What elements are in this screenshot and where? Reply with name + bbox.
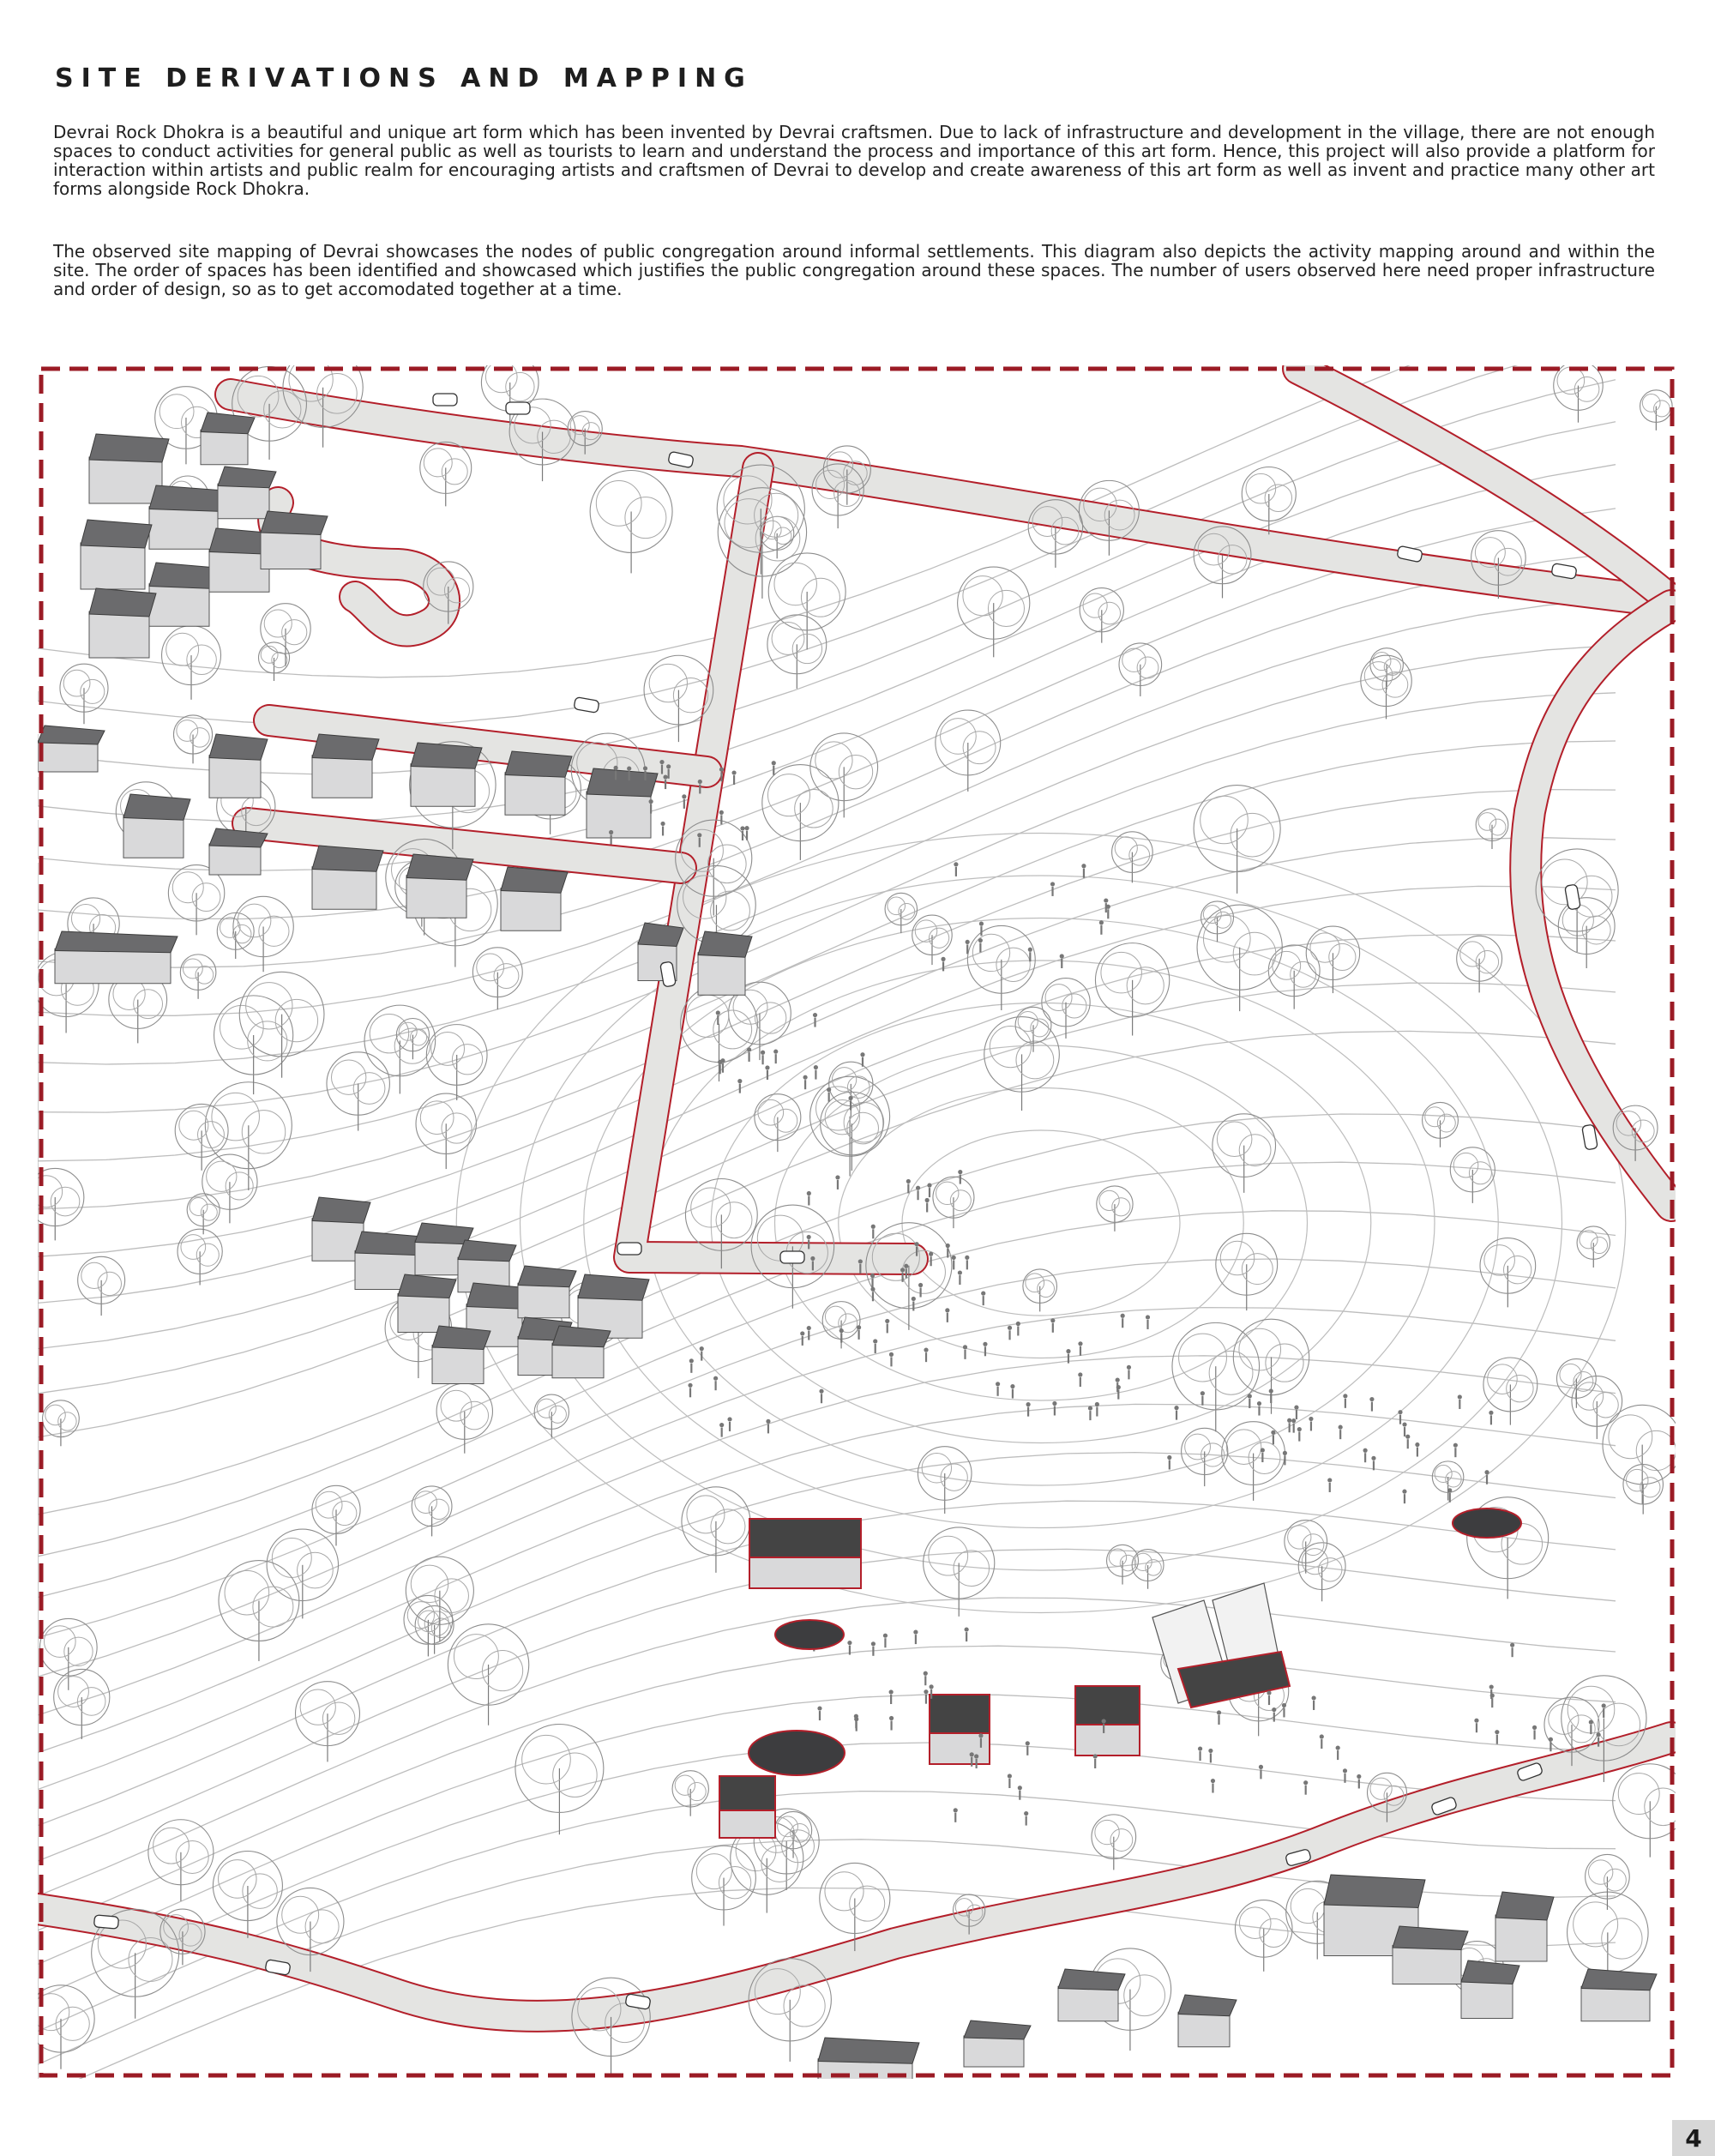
tree-icon: [168, 865, 224, 936]
person-icon: [1458, 1394, 1462, 1409]
person-icon: [918, 1283, 923, 1298]
person-icon: [839, 1328, 844, 1343]
person-icon: [1008, 1774, 1012, 1788]
person-icon: [1490, 1694, 1495, 1708]
tree-icon: [187, 1194, 220, 1234]
person-icon: [1343, 1394, 1347, 1408]
person-icon: [958, 1170, 962, 1184]
person-icon: [1291, 1418, 1296, 1433]
page-title: SITE DERIVATIONS AND MAPPING: [55, 63, 753, 93]
building-icon: [261, 511, 328, 569]
tree-icon: [1432, 1461, 1464, 1501]
person-icon: [1026, 1402, 1031, 1417]
tree-icon: [967, 925, 1035, 1010]
car-icon: [93, 1915, 118, 1929]
person-icon: [1146, 1315, 1150, 1329]
tree-icon: [426, 1025, 487, 1100]
tree-icon: [180, 955, 216, 999]
person-icon: [965, 1627, 969, 1641]
building-icon: [209, 828, 268, 875]
person-icon: [1167, 1455, 1171, 1470]
tree-icon: [1623, 1465, 1663, 1515]
tree-icon: [1242, 467, 1296, 535]
person-icon: [963, 1345, 967, 1359]
person-icon: [1024, 1811, 1028, 1826]
person-icon: [873, 1339, 877, 1353]
node-icon: [1453, 1509, 1521, 1538]
person-icon: [744, 826, 749, 840]
tree-icon: [233, 896, 293, 972]
person-icon: [889, 1689, 894, 1704]
tree-icon: [1423, 1102, 1459, 1147]
person-icon: [889, 1352, 894, 1367]
person-icon: [1309, 1417, 1313, 1431]
building-icon: [312, 846, 383, 909]
tree-icon: [1450, 1147, 1495, 1203]
tree-icon: [774, 1811, 811, 1858]
building-icon: [698, 931, 752, 995]
building-icon: [432, 1326, 490, 1384]
person-icon: [761, 1051, 765, 1065]
proposed-building: [1075, 1686, 1140, 1756]
building-icon: [55, 931, 178, 984]
tree-icon: [162, 626, 221, 700]
person-icon: [740, 826, 744, 840]
person-icon: [1121, 1314, 1125, 1328]
tree-icon: [261, 604, 310, 666]
building-icon: [123, 794, 190, 858]
building-icon: [1178, 1995, 1237, 2047]
building-icon: [38, 726, 105, 772]
person-icon: [1116, 1377, 1120, 1392]
person-icon: [1099, 920, 1104, 935]
car-icon: [617, 1243, 641, 1255]
person-icon: [807, 1191, 811, 1206]
person-icon: [1088, 1406, 1092, 1420]
tree-icon: [534, 1394, 569, 1437]
person-icon: [1398, 1410, 1402, 1424]
tree-icon: [448, 1624, 528, 1725]
person-icon: [817, 1706, 821, 1720]
person-icon: [1532, 1725, 1537, 1740]
person-icon: [766, 1419, 770, 1434]
tree-icon: [214, 996, 293, 1094]
tree-icon: [1572, 1376, 1622, 1439]
tree-icon: [810, 733, 878, 817]
person-icon: [924, 1348, 928, 1363]
tree-icon: [1119, 643, 1162, 696]
person-icon: [958, 1270, 962, 1285]
person-icon: [1320, 1734, 1324, 1749]
person-icon: [1336, 1745, 1340, 1760]
mapping-paragraph: The observed site mapping of Devrai showcases the nodes of public congregation around informal settlements. This diagram also depicts the activity mapping around and within the site. The order of spaces has been identified and showcased which justifies the public congregation around these spaces. The number of users observed here need proper infrastructure and order of design, so as to get accomodated together at a time.: [53, 241, 1655, 299]
tree-icon: [810, 1076, 890, 1176]
person-icon: [966, 940, 970, 955]
contour-ring: [647, 961, 1435, 1485]
person-icon: [772, 761, 776, 775]
person-icon: [871, 1225, 876, 1239]
person-icon: [1297, 1427, 1302, 1442]
building-icon: [89, 588, 156, 658]
tree-icon: [1095, 943, 1169, 1036]
building-icon: [209, 734, 268, 798]
person-icon: [1217, 1710, 1221, 1725]
contour-line: [38, 741, 1616, 1161]
person-icon: [1093, 1754, 1098, 1768]
building-icon: [406, 854, 473, 918]
building-icon: [1058, 1969, 1125, 2021]
person-icon: [1294, 1405, 1298, 1419]
person-icon: [1127, 1365, 1131, 1380]
person-icon: [807, 1326, 811, 1340]
road-network: [38, 369, 1671, 2016]
building-icon: [501, 867, 568, 930]
proposed-building: [719, 1776, 775, 1838]
person-icon: [737, 1079, 742, 1093]
person-icon: [1369, 1397, 1374, 1412]
tree-icon: [682, 1487, 750, 1573]
proposed-building: [930, 1695, 990, 1764]
person-icon: [1495, 1730, 1499, 1744]
person-icon: [1402, 1422, 1406, 1436]
person-icon: [719, 810, 724, 825]
person-icon: [1200, 1391, 1205, 1406]
person-icon: [1474, 1719, 1478, 1733]
contour-line: [38, 1162, 1616, 1557]
person-icon: [1282, 1703, 1286, 1718]
person-icon: [1371, 1456, 1375, 1471]
building-icon: [398, 1274, 456, 1333]
person-icon: [1095, 1402, 1099, 1417]
tree-icon: [404, 1595, 453, 1656]
building-icon: [1461, 1960, 1519, 2019]
building-icon: [818, 2038, 919, 2079]
person-icon: [1081, 864, 1086, 878]
person-icon: [688, 1383, 692, 1398]
tree-icon: [481, 365, 539, 425]
tree-icon: [1640, 390, 1673, 431]
person-icon: [1589, 1720, 1593, 1735]
person-icon: [929, 1252, 933, 1267]
person-icon: [1174, 1406, 1178, 1420]
contour-ring: [902, 1130, 1180, 1316]
person-icon: [660, 822, 665, 836]
person-icon: [1028, 948, 1032, 962]
person-icon: [854, 1717, 858, 1731]
building-icon: [411, 743, 482, 806]
person-icon: [913, 1630, 918, 1645]
intro-paragraph: Devrai Rock Dhokra is a beautiful and unique art form which has been invented by Devrai craftsmen. Due to lack of infrastructure and development in the village, there are not enough spaces to conduct activities for general public as well as tourists to learn and understand the process and importance of this art form. Hence, this project will also provide a platform for interaction within artists and public realm for encouraging artists and craftsmen of Devrai to develop and create awareness of this art form as well as invent and practice many other art forms alongside Rock Dhokra.: [53, 122, 1655, 199]
person-icon: [773, 1050, 778, 1064]
person-icon: [916, 1186, 920, 1201]
site-map: [38, 365, 1676, 2079]
person-icon: [716, 1010, 720, 1025]
person-icon: [1271, 1430, 1275, 1445]
person-icon: [1261, 1448, 1265, 1462]
person-icon: [1303, 1780, 1308, 1795]
tree-icon: [515, 1725, 604, 1835]
page-number: 4: [1672, 2120, 1715, 2156]
tree-icon: [767, 615, 827, 689]
tree-icon: [762, 765, 839, 860]
tree-icon: [78, 1256, 125, 1316]
car-icon: [780, 1251, 804, 1263]
person-icon: [1453, 1443, 1458, 1458]
person-icon: [1357, 1774, 1361, 1789]
person-icon: [1312, 1695, 1316, 1710]
person-icon: [1078, 1372, 1082, 1387]
person-icon: [857, 1325, 861, 1340]
person-icon: [1208, 1749, 1213, 1763]
tree-icon: [692, 1846, 756, 1925]
person-icon: [827, 1087, 831, 1102]
person-icon: [927, 1183, 931, 1198]
person-icon: [1008, 1326, 1012, 1340]
person-icon: [1248, 1394, 1252, 1408]
tree-icon: [54, 1669, 110, 1738]
node-icon: [749, 1731, 845, 1775]
person-icon: [870, 1287, 875, 1302]
building-icon: [1393, 1926, 1468, 1984]
tree-icon: [958, 567, 1030, 657]
tree-icon: [821, 1092, 883, 1171]
person-icon: [965, 1256, 969, 1270]
contour-ring: [839, 1088, 1244, 1358]
proposed-building: [749, 1519, 861, 1588]
person-icon: [983, 1342, 987, 1357]
person-icon: [1269, 1388, 1273, 1403]
building-icon: [1581, 1969, 1657, 2021]
tree-icon: [1172, 1322, 1260, 1431]
contour-line: [38, 886, 1616, 1303]
tree-icon: [175, 1104, 228, 1170]
tree-icon: [173, 715, 212, 763]
tree-icon: [258, 642, 289, 681]
car-icon: [506, 402, 530, 414]
tree-icon: [420, 442, 472, 506]
person-icon: [747, 1047, 751, 1062]
tree-icon: [1558, 898, 1615, 968]
tree-icon: [768, 553, 845, 649]
person-icon: [1405, 1435, 1410, 1449]
tree-icon: [396, 1019, 429, 1060]
tree-icon: [312, 1485, 360, 1545]
person-icon: [1010, 1384, 1014, 1399]
tree-icon: [412, 1486, 452, 1536]
person-icon: [803, 1075, 807, 1090]
person-icon: [924, 1689, 928, 1704]
tree-icon: [178, 1229, 222, 1285]
person-icon: [1602, 1703, 1606, 1718]
tree-icon: [1370, 648, 1404, 690]
tree-icon: [436, 1383, 492, 1454]
person-icon: [924, 1671, 928, 1686]
tree-icon: [148, 1820, 214, 1901]
building-icon: [518, 1266, 576, 1318]
person-icon: [1259, 1765, 1263, 1780]
building-icon: [149, 563, 216, 626]
person-icon: [1339, 1425, 1343, 1440]
tree-icon: [590, 471, 672, 574]
tree-icon: [327, 1052, 389, 1131]
tree-icon: [1235, 1900, 1292, 1972]
person-icon: [1257, 1401, 1261, 1416]
person-icon: [1050, 1318, 1055, 1333]
tree-icon: [38, 1168, 84, 1240]
person-icon: [1402, 1490, 1406, 1504]
tree-icon: [755, 1094, 801, 1152]
person-icon: [731, 770, 736, 785]
person-icon: [1016, 1322, 1020, 1336]
tree-icon: [1557, 1359, 1597, 1408]
person-icon: [1211, 1779, 1215, 1793]
building-icon: [312, 734, 379, 798]
building-icon: [201, 413, 255, 465]
tree-icon: [472, 948, 522, 1009]
contour-ring: [775, 1045, 1308, 1400]
person-icon: [727, 1417, 731, 1431]
person-icon: [871, 1641, 876, 1656]
tree-icon: [1213, 1114, 1276, 1193]
contour-line: [38, 693, 1616, 1112]
person-icon: [945, 1308, 949, 1322]
building-icon: [505, 751, 572, 815]
car-icon: [574, 697, 599, 714]
person-icon: [1267, 1690, 1271, 1705]
person-icon: [1026, 1741, 1030, 1756]
person-icon: [1078, 1341, 1082, 1356]
pavilion: [1152, 1583, 1290, 1707]
tree-icon: [239, 972, 324, 1077]
person-icon: [1363, 1448, 1368, 1463]
car-icon: [433, 394, 457, 406]
tree-icon: [1613, 1764, 1676, 1858]
tree-icon: [1361, 655, 1411, 719]
contour-line: [38, 1031, 1616, 1437]
tree-icon: [1132, 1550, 1164, 1589]
tree-icon: [43, 1400, 80, 1446]
person-icon: [813, 1013, 817, 1027]
tree-icon: [1306, 926, 1359, 993]
person-icon: [954, 862, 958, 876]
person-icon: [1415, 1442, 1419, 1457]
person-icon: [885, 1319, 889, 1334]
person-icon: [835, 1175, 839, 1189]
node-icon: [775, 1620, 844, 1649]
person-icon: [689, 1358, 694, 1373]
person-icon: [981, 1292, 985, 1306]
tree-icon: [672, 1771, 708, 1816]
building-icon: [638, 923, 683, 981]
tree-icon: [1554, 365, 1603, 423]
person-icon: [1198, 1746, 1202, 1761]
tree-icon: [681, 985, 758, 1081]
person-icon: [819, 1389, 823, 1404]
tree-icon: [1586, 1854, 1630, 1909]
building-icon: [1495, 1892, 1554, 1961]
person-icon: [996, 1382, 1000, 1396]
building-icon: [587, 768, 658, 838]
person-icon: [925, 1198, 930, 1213]
tree-icon: [1182, 1428, 1228, 1486]
building-icon: [552, 1326, 611, 1378]
person-icon: [1327, 1478, 1332, 1492]
person-icon: [978, 938, 983, 953]
tree-icon: [1092, 1815, 1136, 1870]
person-icon: [713, 1376, 718, 1391]
tree-icon: [1197, 905, 1282, 1011]
person-icon: [954, 1808, 958, 1822]
tree-icon: [267, 1529, 338, 1618]
tree-icon: [60, 664, 108, 724]
contour-line: [38, 838, 1616, 1256]
tree-icon: [1476, 809, 1508, 849]
tree-icon: [912, 915, 952, 965]
person-icon: [814, 1065, 818, 1080]
person-icon: [719, 1423, 724, 1437]
person-icon: [1510, 1643, 1514, 1658]
building-icon: [964, 2020, 1031, 2067]
person-icon: [883, 1634, 888, 1648]
tree-icon: [924, 1527, 995, 1617]
tree-icon: [1216, 1233, 1278, 1310]
person-icon: [1018, 1786, 1022, 1800]
person-icon: [889, 1716, 894, 1731]
contour-line: [38, 790, 1616, 1209]
person-icon: [1489, 1411, 1493, 1425]
building-icon: [81, 520, 152, 589]
